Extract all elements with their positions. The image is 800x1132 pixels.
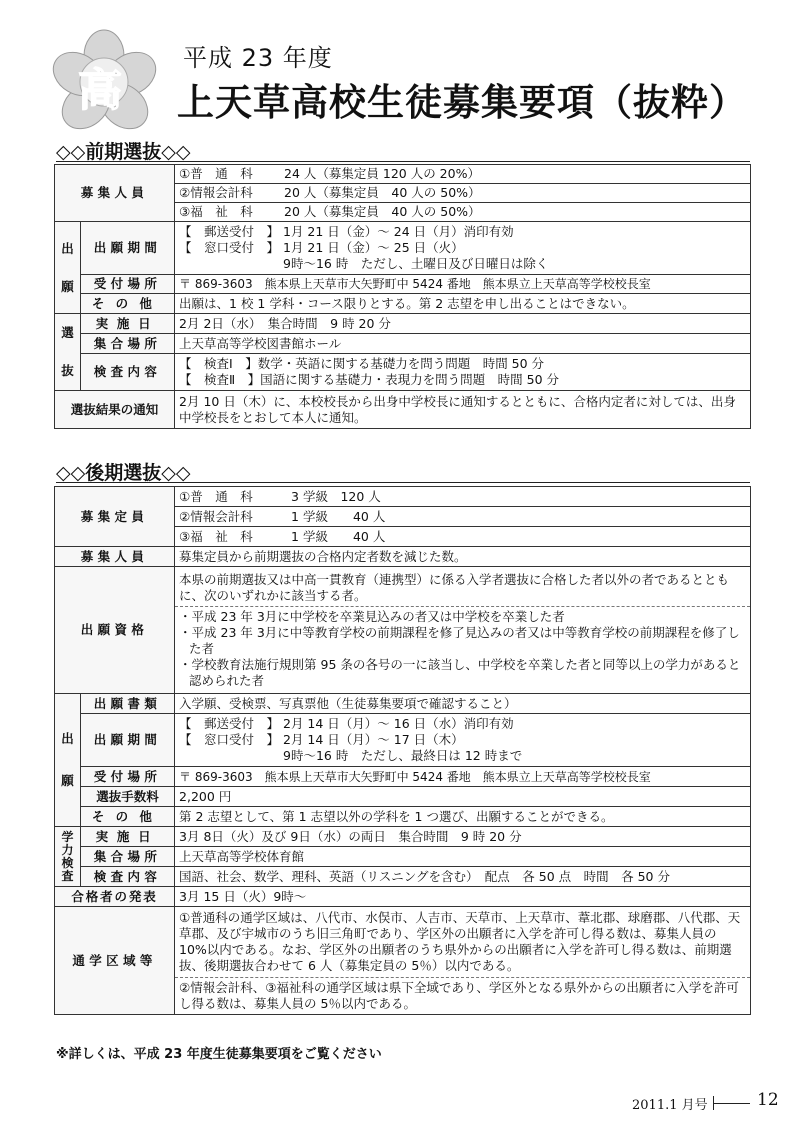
logo-char: 高 (78, 65, 122, 116)
uketsuke-value: 〒 869-3603 熊本県上天草市大矢野町中 5424 番地 熊本県立上天草高等学校校長室 (175, 767, 751, 787)
zenki-table (54, 164, 751, 429)
sonota-label: その他 (81, 807, 175, 827)
kensa-value: 【 検査Ⅰ 】数学・英語に関する基礎力を問う問題 時間 50 分 【 検査Ⅱ 】国語に関する基礎力・表現力を問う問題 時間 50 分 (175, 354, 751, 391)
divider (56, 161, 750, 162)
section-heading-koki: ◇◇後期選抜◇◇ (56, 462, 191, 484)
senbatsu-side-label: 選 抜 (55, 314, 81, 391)
boshu-label: 募集人員 (55, 165, 175, 222)
kikan-value: 【 郵送受付 】 1月 21 日（金）～ 24 日（月）消印有効 【 窓口受付 】 1月 21 日（金）～ 25 日（火） 9時～16 時 ただし、土曜日及び日曜日は除く (175, 222, 751, 275)
jinin-value: 募集定員から前期選抜の合格内定者数を減じた数。 (175, 547, 751, 567)
sonota-value: 第 2 志望として、第 1 志望以外の学科を 1 つ選び、出願することができる。 (175, 807, 751, 827)
uketsuke-value: 〒 869-3603 熊本県上天草市大矢野町中 5424 番地 熊本県立上天草高等学校校長室 (175, 275, 751, 294)
jisshi-label: 実施日 (81, 827, 175, 847)
uketsuke-label: 受付場所 (81, 767, 175, 787)
sonota-label: その他 (81, 294, 175, 314)
kekka-value: 2月 10 日（木）に、本校校長から出身中学校長に通知するとともに、合格内定者に対しては、出身中学校長をとおして本人に通知。 (175, 391, 751, 429)
jisshi-value: 2月 2日（水） 集合時間 9 時 20 分 (175, 314, 751, 334)
divider (56, 482, 750, 483)
divider (714, 1103, 750, 1104)
shugo-label: 集合場所 (81, 334, 175, 354)
issue-label: 2011.1 月号 (632, 1098, 708, 1113)
kensa-value: 国語、社会、数学、理科、英語（リスニングを含む） 配点 各 50 点 時間 各 50 分 (175, 867, 751, 887)
section-heading-zenki: ◇◇前期選抜◇◇ (56, 141, 191, 163)
shorui-value: 入学願、受検票、写真票他（生徒募集要項で確認すること） (175, 694, 751, 714)
koki-table (54, 486, 751, 1015)
kekka-label: 選抜結果の通知 (55, 391, 175, 429)
teiin-row: ①普 通 科 3 学級 120 人 (175, 487, 751, 507)
tesuryo-value: 2,200 円 (175, 787, 751, 807)
gakuryoku-side-label: 学 力 検 査 (55, 827, 81, 887)
sonota-value: 出願は、1 校 1 学科・コース限りとする。第 2 志望を申し出ることはできない。 (175, 294, 751, 314)
boshu-row: ②情報会計科 20 人（募集定員 40 人の 50%） (175, 184, 751, 203)
year-title: 平成 23 年度 (183, 44, 333, 72)
shorui-label: 出願書類 (81, 694, 175, 714)
shutsugan-side-label: 出 願 (55, 694, 81, 827)
shutsugan-side-label: 出 願 (55, 222, 81, 314)
shugo-value: 上天草高等学校体育館 (175, 847, 751, 867)
jisshi-label: 実施日 (81, 314, 175, 334)
footnote: ※詳しくは、平成 23 年度生徒募集要項をご覧ください (56, 1047, 382, 1062)
kikan-label: 出願期間 (81, 222, 175, 275)
teiin-label: 募集定員 (55, 487, 175, 547)
shugo-label: 集合場所 (81, 847, 175, 867)
page-number: 12 (757, 1090, 779, 1110)
boshu-row: ①普 通 科 24 人（募集定員 120 人の 20%） (175, 165, 751, 184)
tesuryo-label: 選抜手数料 (81, 787, 175, 807)
jisshi-value: 3月 8日（火）及び 9日（水）の両日 集合時間 9 時 20 分 (175, 827, 751, 847)
uketsuke-label: 受付場所 (81, 275, 175, 294)
shikaku-value: 本県の前期選抜又は中高一貫教育（連携型）に係る入学者選抜に合格した者以外の者であるとともに、次のいずれかに該当する者。 ・平成 23 年 3月に中学校を卒業見込みの者又は中学校を卒業した者 ・平成 23 年 3月に中等教育学校の前期課程を修了見込みの者又は中等教育学校の前期課程を修了した者 ・学校教育法施行規則第 95 条の各号の一に該当し、中学校を卒業した者と同等以上の学力があると認められた者 (175, 567, 751, 694)
tsugaku-value: ①普通科の通学区域は、八代市、水俣市、人吉市、天草市、上天草市、葦北郡、球磨郡、八代郡、天草郡、及び宇城市のうち旧三角町であり、学区外の出願者に入学を許可し得る数は、募集人員の 10%以内である。なお、学区外の出願者のうち県外からの出願者に入学を許可し得る数は、前期選抜、後期選抜合わせて 6 人（募集定員の 5％）以内である。 ②情報会計科、③福祉科の通学区域は県下全域であり、学区外となる県外からの出願者に入学を許可し得る数は、募集人員の 5％以内である。 (175, 907, 751, 1015)
kensa-label: 検査内容 (81, 354, 175, 391)
shugo-value: 上天草高等学校図書館ホール (175, 334, 751, 354)
teiin-row: ②情報会計科 1 学級 40 人 (175, 507, 751, 527)
boshu-row: ③福 祉 科 20 人（募集定員 40 人の 50%） (175, 203, 751, 222)
happyo-label: 合格者の発表 (55, 887, 175, 907)
page-title: 上天草高校生徒募集要項（抜粋） (177, 81, 747, 124)
tsugaku-label: 通学区域等 (55, 907, 175, 1015)
school-logo (46, 26, 176, 130)
kikan-label: 出願期間 (81, 714, 175, 767)
teiin-row: ③福 祉 科 1 学級 40 人 (175, 527, 751, 547)
shikaku-label: 出願資格 (55, 567, 175, 694)
kikan-value: 【 郵送受付 】 2月 14 日（月）～ 16 日（水）消印有効 【 窓口受付 】 2月 14 日（月）～ 17 日（木） 9時～16 時 ただし、最終日は 12 時まで (175, 714, 751, 767)
jinin-label: 募集人員 (55, 547, 175, 567)
happyo-value: 3月 15 日（火）9時～ (175, 887, 751, 907)
kensa-label: 検査内容 (81, 867, 175, 887)
